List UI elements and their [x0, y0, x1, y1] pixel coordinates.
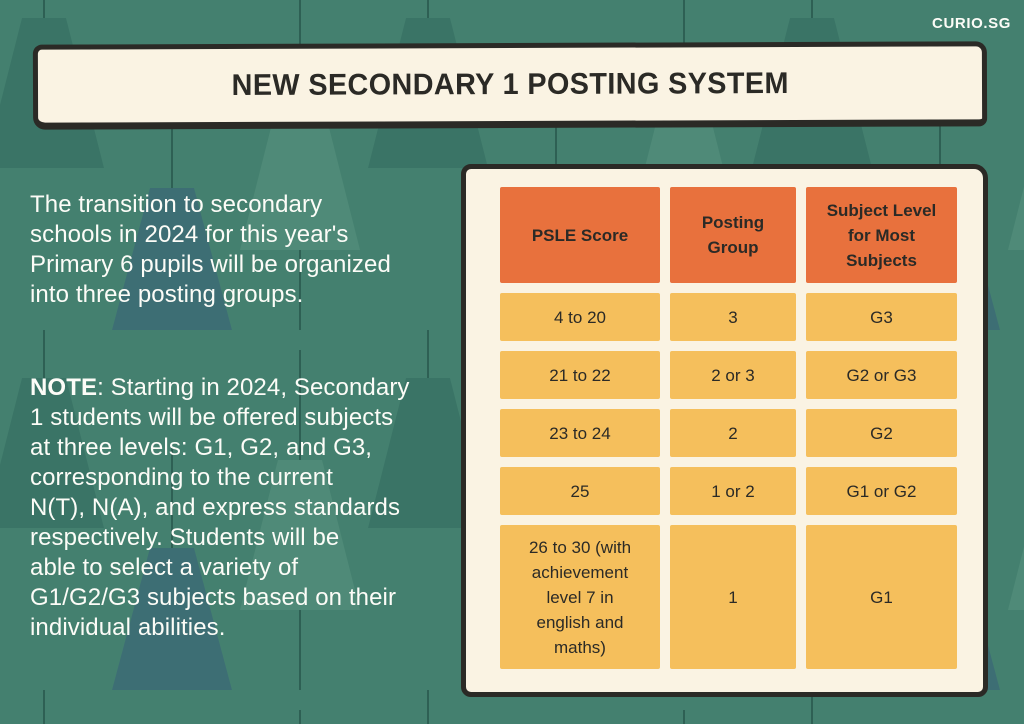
table-cell-psle-r1: 4 to 20: [500, 293, 660, 341]
header-cell-subject-level: Subject Level for Most Subjects: [806, 187, 957, 283]
table-cell-psle-r3: 23 to 24: [500, 409, 660, 457]
intro-text: The transition to secondary schools in 2024 for this year's Primary 6 pupils will be organized into three posting groups.: [30, 191, 391, 308]
note-body: : Starting in 2024, Secondary 1 students will be offered subjects at three levels: G1, G2, and G3, corresponding to the current N(T), N(A), and express standards respectively. Students will be able to select a variety of G1/G2/G3 subjects based on their individual abilities.: [30, 374, 410, 641]
table-cell-group-r5: 1: [670, 525, 796, 669]
page-title: NEW SECONDARY 1 POSTING SYSTEM: [231, 66, 789, 102]
table-cell-group-r1: 3: [670, 293, 796, 341]
title-banner: [33, 41, 987, 129]
note-text: [30, 373, 478, 643]
header-cell-psle-score: PSLE Score: [500, 187, 660, 283]
note-label: NOTE: [30, 374, 98, 401]
table-cell-level-r1: G3: [806, 293, 957, 341]
posting-table-card: [461, 164, 988, 697]
table-cell-level-r5: G1: [806, 525, 957, 669]
table-cell-group-r4: 1 or 2: [670, 467, 796, 515]
table-cell-level-r2: G2 or G3: [806, 351, 957, 399]
posting-table: [500, 187, 957, 669]
table-cell-level-r3: G2: [806, 409, 957, 457]
brand-logo: CURIO.SG: [932, 15, 1011, 32]
table-cell-psle-r5: 26 to 30 (with achievement level 7 in english and maths): [500, 525, 660, 669]
header-cell-posting-group: Posting Group: [670, 187, 796, 283]
table-cell-psle-r4: 25: [500, 467, 660, 515]
table-cell-group-r3: 2: [670, 409, 796, 457]
table-cell-group-r2: 2 or 3: [670, 351, 796, 399]
table-cell-psle-r2: 21 to 22: [500, 351, 660, 399]
table-cell-level-r4: G1 or G2: [806, 467, 957, 515]
